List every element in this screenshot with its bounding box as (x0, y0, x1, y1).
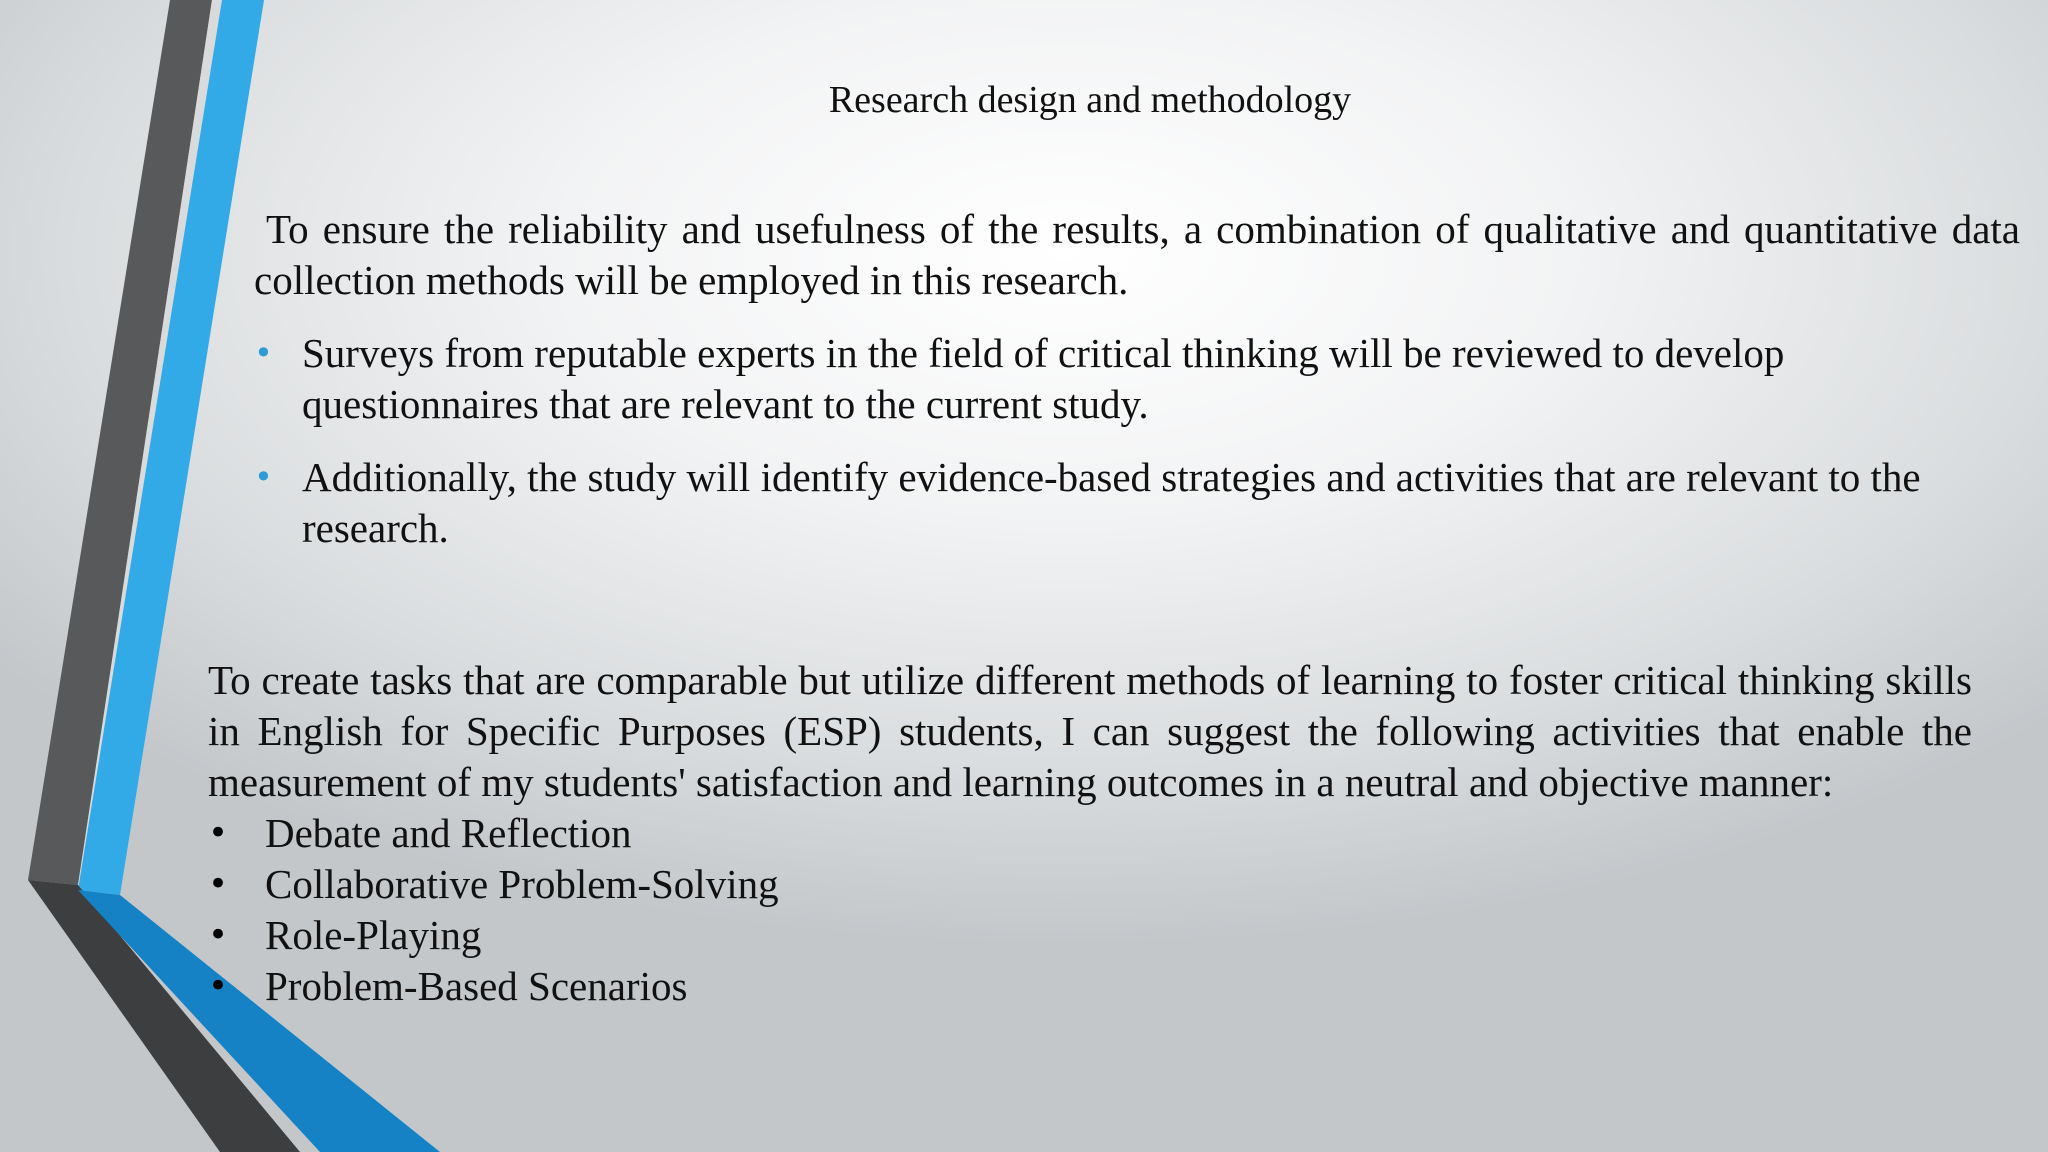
activity-text: Role-Playing (265, 912, 482, 958)
bullet-icon: • (208, 915, 229, 955)
methods-list (254, 328, 2024, 576)
list-item (254, 328, 2024, 430)
method-text: Surveys from reputable experts in the field of critical thinking will be reviewed to develop questionnaires that are relevant to the current study. (302, 330, 1785, 427)
bullet-icon: • (208, 966, 229, 1006)
method-text: Additionally, the study will identify evidence-based strategies and activities that are relevant to the research. (302, 454, 1921, 551)
bullet-icon: • (254, 334, 273, 372)
intro-text: To ensure the reliability and usefulness of the results, a combination of qualitative and quantitative data collection methods will be employed in this research. (254, 206, 2020, 303)
activities-list (208, 808, 1408, 1012)
bullet-icon: • (254, 458, 273, 496)
list-item (208, 910, 1408, 961)
activity-text: Collaborative Problem-Solving (265, 861, 779, 907)
activity-text: Problem-Based Scenarios (265, 963, 688, 1009)
activity-text: Debate and Reflection (265, 810, 632, 856)
bullet-icon: • (208, 864, 229, 904)
tasks-paragraph: To create tasks that are comparable but utilize different methods of learning to foster critical thinking skills in English for Specific Purposes (ESP) students, I can suggest the following activities that enable the measurement of my students' satisfaction and learning outcomes in a neutral and objective manner: (208, 657, 1972, 805)
intro-paragraph (254, 204, 2020, 306)
list-item (208, 961, 1408, 1012)
slide-title: Research design and methodology (828, 79, 1352, 121)
list-item (208, 859, 1408, 910)
list-item (208, 808, 1408, 859)
list-item (254, 452, 2024, 554)
bullet-icon: • (208, 813, 229, 853)
